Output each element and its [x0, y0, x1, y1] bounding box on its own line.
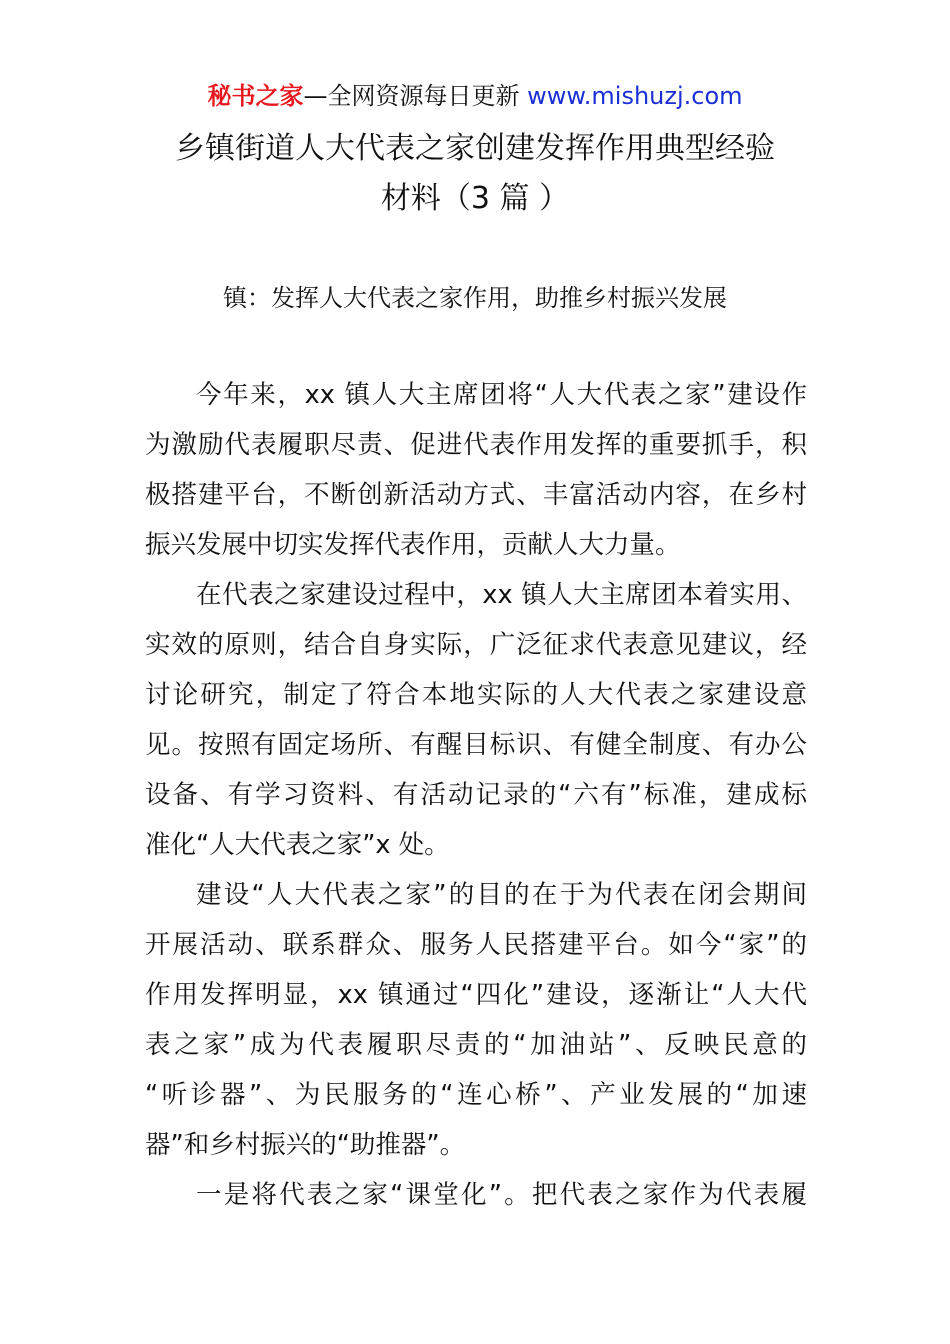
section-subtitle: 镇：发挥人大代表之家作用，助推乡村振兴发展 [223, 284, 727, 312]
text-line: 极搭建平台，不断创新活动方式、丰富活动内容，在乡村 [145, 480, 807, 510]
text-line: 器”和乡村振兴的“助推器”。 [145, 1130, 466, 1160]
text-line: 开展活动、联系群众、服务人民搭建平台。如今“家”的 [145, 930, 807, 960]
text-line: 为激励代表履职尽责、促进代表作用发挥的重要抓手，积 [145, 430, 807, 460]
text-line: 见。按照有固定场所、有醒目标识、有健全制度、有办公 [145, 730, 807, 760]
text-line: 讨论研究，制定了符合本地实际的人大代表之家建设意 [145, 680, 807, 710]
text-line: 实效的原则，结合自身实际，广泛征求代表意见建议，经 [145, 630, 807, 660]
title-line-2: 材料（3 篇 ） [380, 181, 570, 216]
text-line: 振兴发展中切实发挥代表作用，贡献人大力量。 [145, 530, 681, 560]
text-line: 一是将代表之家“课堂化”。把代表之家作为代表履 [196, 1180, 807, 1210]
text-line: 建设“人大代表之家”的目的在于为代表在闭会期间 [196, 880, 807, 910]
text-line: 在代表之家建设过程中，xx 镇人大主席团本着实用、 [196, 580, 807, 610]
brand-name: 秘书之家 [207, 82, 304, 110]
header-tagline: —全网资源每日更新 [303, 82, 520, 110]
text-line: 设备、有学习资料、有活动记录的“六有”标准，建成标 [145, 780, 807, 810]
text-line: “听诊器”、为民服务的“连心桥”、产业发展的“加速 [145, 1080, 807, 1110]
document-title [0, 124, 950, 224]
title-line-1: 乡镇街道人大代表之家创建发挥作用典型经验 [175, 131, 775, 166]
site-header [0, 80, 950, 112]
text-line: 准化“人大代表之家”x 处。 [145, 830, 450, 860]
text-line: 今年来，xx 镇人大主席团将“人大代表之家”建设作 [196, 380, 807, 410]
text-line: 表之家”成为代表履职尽责的“加油站”、反映民意的 [145, 1030, 807, 1060]
text-line: 作用发挥明显，xx 镇通过“四化”建设，逐渐让“人大代 [145, 980, 807, 1010]
body-text [145, 370, 807, 1220]
site-url-link[interactable]: www.mishuzj.com [527, 82, 743, 110]
